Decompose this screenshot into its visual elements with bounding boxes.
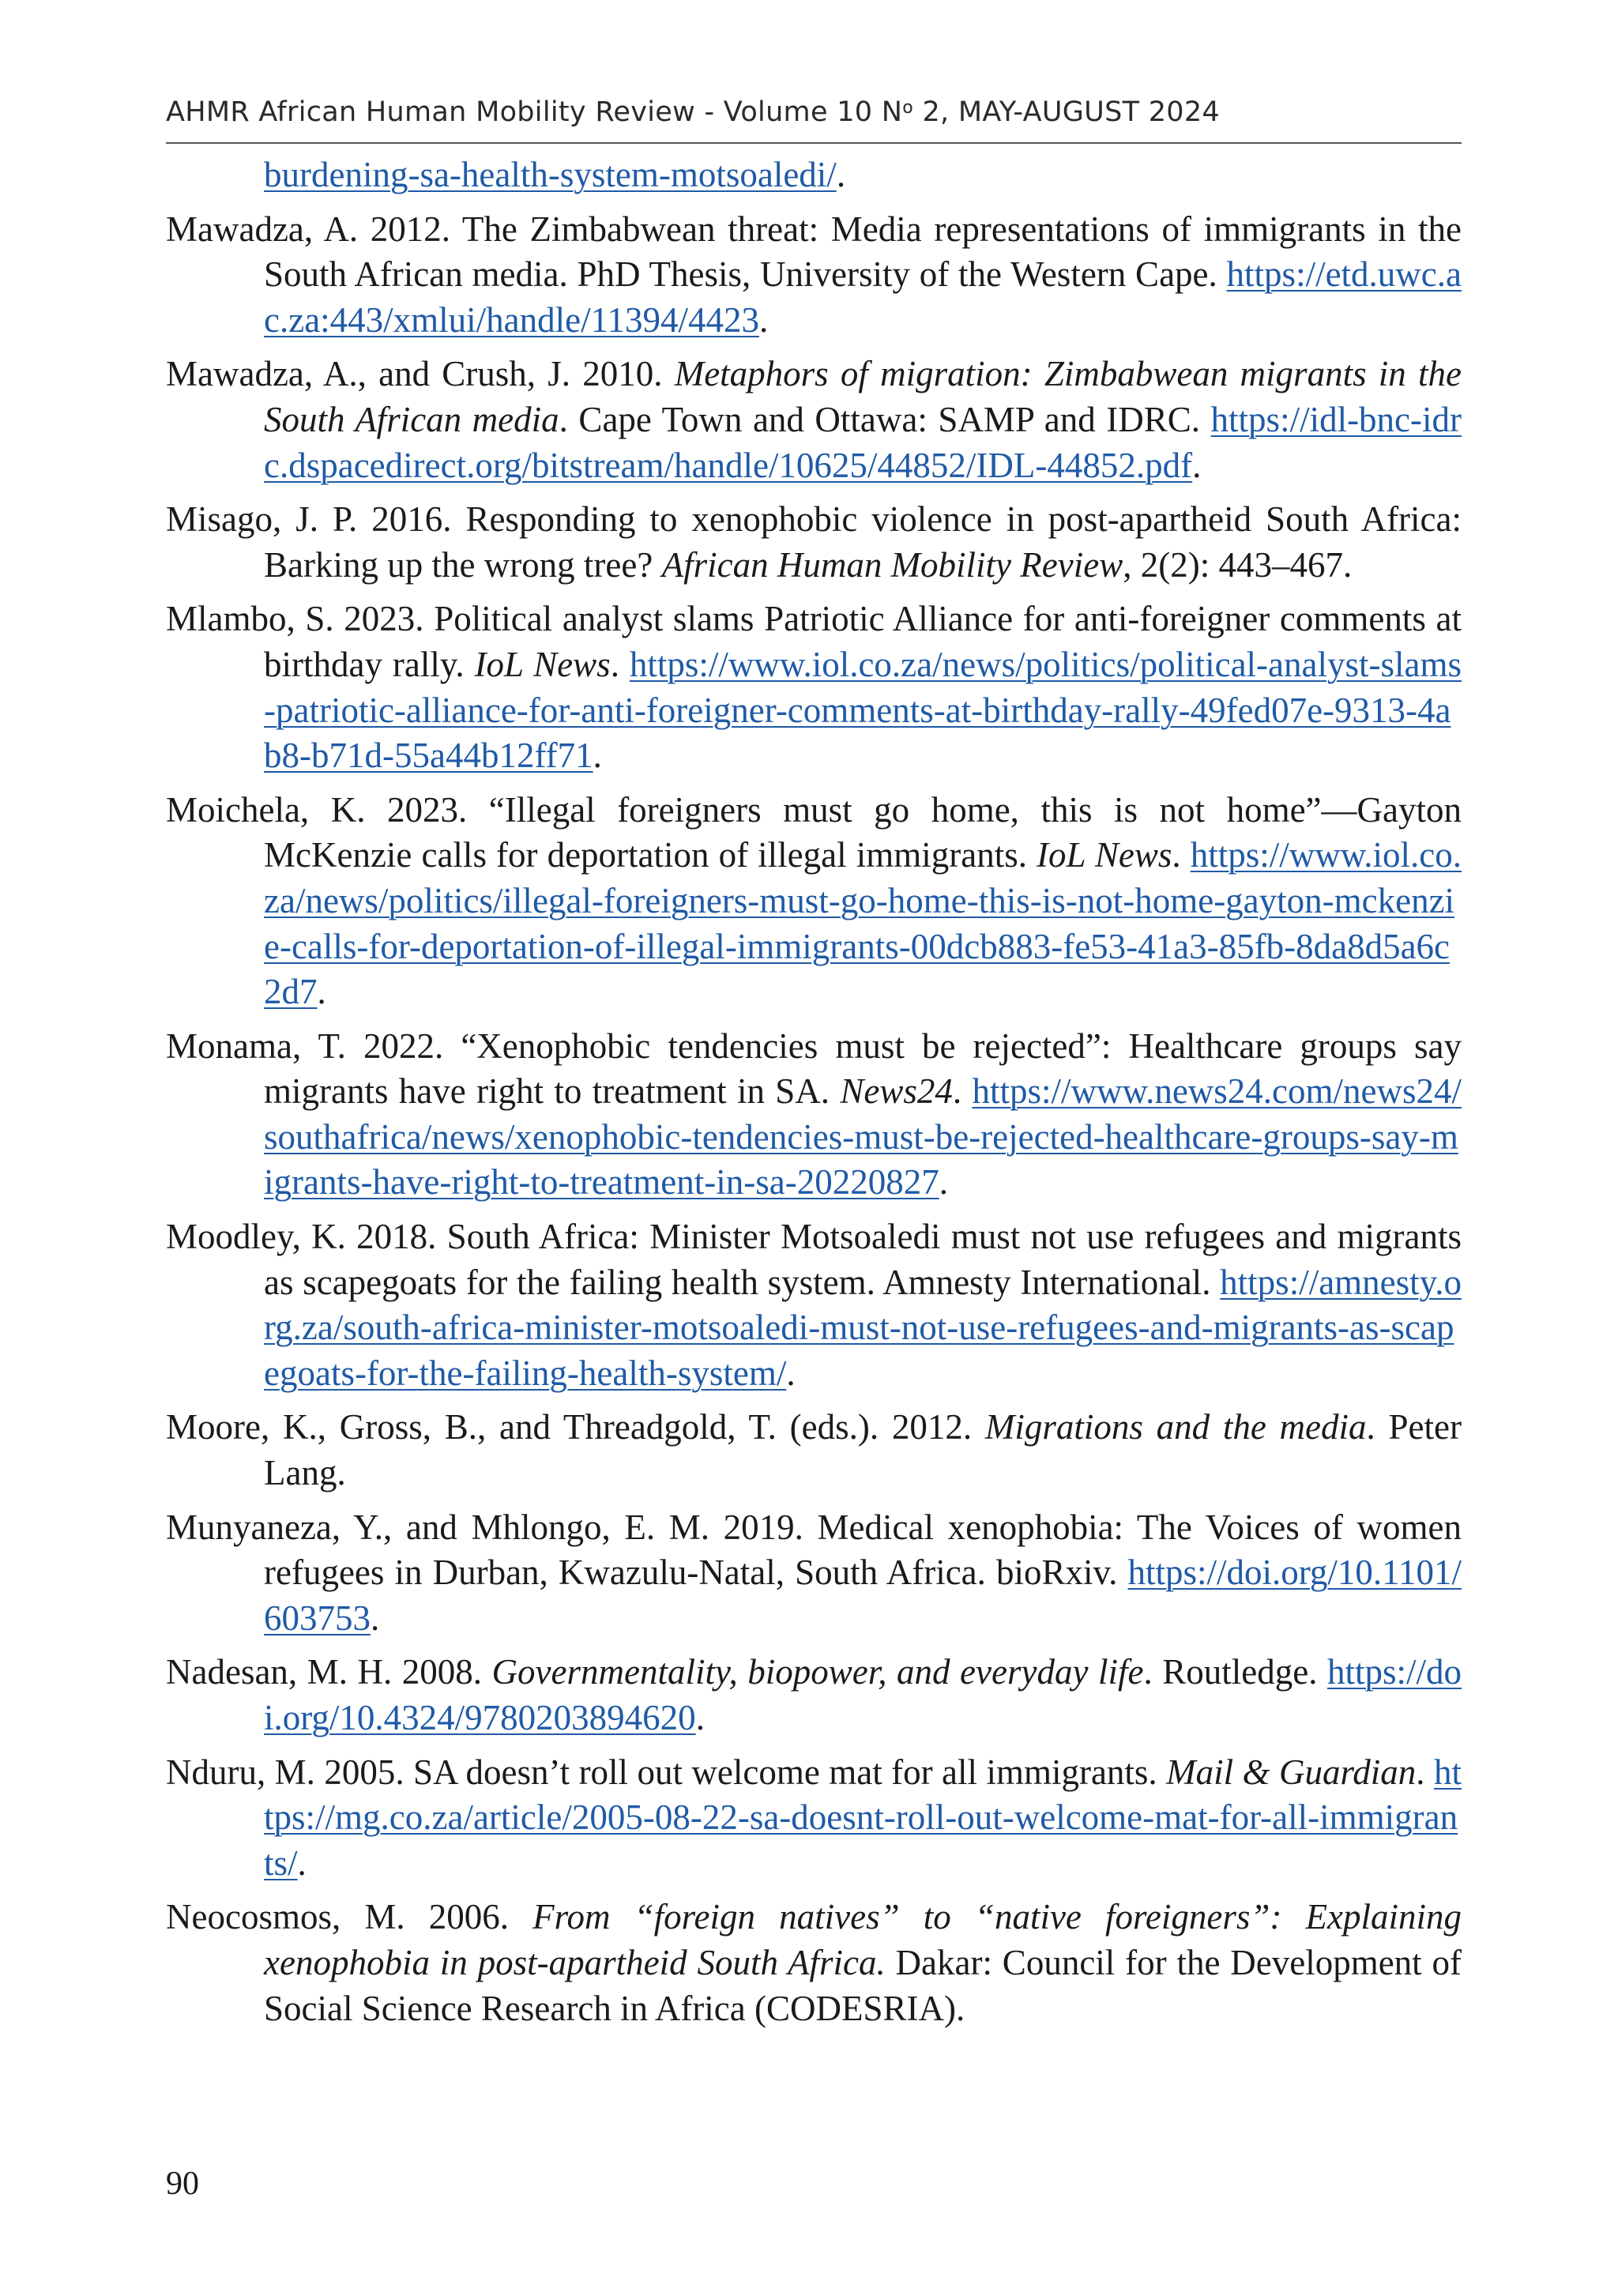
reference-link[interactable]: https://doi.org/10.4324/9780203894620 bbox=[264, 1652, 1462, 1737]
reference-link[interactable]: https://www.news24.com/news24/southafrica/news/xenophobic-tendencies-must-be-rejected-healthcare-groups-say-migrants-have-right-to-treatment-in-sa-20220827 bbox=[264, 1071, 1462, 1203]
reference-text: . Cape Town and Ottawa: SAMP and IDRC. bbox=[559, 399, 1211, 439]
reference-link[interactable]: https://mg.co.za/article/2005-08-22-sa-doesnt-roll-out-welcome-mat-for-all-immigrants/ bbox=[264, 1752, 1462, 1883]
reference-title: News24 bbox=[840, 1071, 953, 1112]
header-rule bbox=[166, 142, 1462, 144]
running-head-post: 2, MAY-AUGUST 2024 bbox=[913, 96, 1220, 128]
reference-text: Misago, J. P. 2016. Responding to xenophobic violence in post-apartheid South Africa: Barking up the wrong tree? bbox=[166, 499, 1462, 585]
reference-title: IoL News bbox=[1037, 835, 1172, 875]
reference-text: , 2(2): 443–467. bbox=[1123, 544, 1353, 585]
reference-mawadza-2012 bbox=[166, 207, 1462, 344]
reference-list bbox=[166, 152, 1462, 2040]
reference-link[interactable]: https://amnesty.org.za/south-africa-minister-motsoaledi-must-not-use-refugees-and-migrants-as-scapegoats-for-the-failing-health-system/ bbox=[264, 1262, 1462, 1393]
reference-link[interactable]: https://www.iol.co.za/news/politics/illegal-foreigners-must-go-home-this-is-not-home-gayton-mckenzie-calls-for-deportation-of-illegal-immigrants-00dcb883-fe53-41a3-85fb-8da8d5a6c2d7 bbox=[264, 835, 1462, 1012]
reference-moodley-2018 bbox=[166, 1214, 1462, 1396]
reference-link[interactable]: https://doi.org/10.1101/603753 bbox=[264, 1553, 1462, 1638]
reference-text: Neocosmos, M. 2006. bbox=[166, 1897, 533, 1937]
reference-title: From “foreign natives” to “native foreigners”: Explaining xenophobia in post-apartheid South Africa. bbox=[264, 1897, 1462, 1982]
reference-text: Monama, T. 2022. “Xenophobic tendencies must be rejected”: Healthcare groups say migrants have right to treatment in SA. bbox=[166, 1026, 1462, 1112]
reference-text: Mlambo, S. 2023. Political analyst slams Patriotic Alliance for anti-foreigner comments at birthday rally. bbox=[166, 599, 1462, 684]
reference-nduru-2005 bbox=[166, 1750, 1462, 1887]
reference-end: . bbox=[786, 1353, 796, 1393]
reference-continuation bbox=[166, 152, 1462, 198]
reference-text: Moore, K., Gross, B., and Threadgold, T. (eds.). 2012. bbox=[166, 1407, 985, 1447]
reference-neocosmos-2006 bbox=[166, 1895, 1462, 2031]
reference-nadesan-2008 bbox=[166, 1650, 1462, 1741]
reference-title: Governmentality, biopower, and everyday life bbox=[491, 1652, 1144, 1692]
reference-end: . bbox=[758, 299, 769, 340]
reference-link[interactable]: https://www.iol.co.za/news/politics/political-analyst-slams-patriotic-alliance-for-anti-foreigner-comments-at-birthday-rally-49fed07e-9313-4ab8-b71d-55a44b12ff71 bbox=[264, 644, 1462, 776]
reference-title: Mail & Guardian bbox=[1166, 1752, 1417, 1792]
running-head-sup: o bbox=[902, 98, 914, 118]
reference-title: IoL News bbox=[474, 644, 611, 684]
reference-text: . Routledge. bbox=[1143, 1652, 1327, 1692]
reference-text: . bbox=[1172, 835, 1191, 875]
page-number: 90 bbox=[166, 2166, 199, 2202]
reference-text: . bbox=[952, 1071, 973, 1112]
reference-text: . bbox=[610, 644, 630, 684]
reference-end: . bbox=[1192, 445, 1202, 485]
reference-link[interactable]: burdening-sa-health-system-motsoaledi/ bbox=[264, 155, 837, 194]
reference-text: Moichela, K. 2023. “Illegal foreigners must go home, this is not home”—Gayton McKenzie calls for deportation of illegal immigrants. bbox=[166, 789, 1462, 875]
reference-text: Munyaneza, Y., and Mhlongo, E. M. 2019. Medical xenophobia: The Voices of women refugees in Durban, Kwazulu-Natal, South Africa. bioRxiv. bbox=[166, 1507, 1462, 1593]
reference-end: . bbox=[317, 972, 326, 1012]
reference-text: Moodley, K. 2018. South Africa: Minister Motsoaledi must not use refugees and migrants as scapegoats for the failing health system. Amnesty International. bbox=[166, 1217, 1462, 1302]
reference-munyaneza-2019 bbox=[166, 1505, 1462, 1642]
reference-monama-2022 bbox=[166, 1024, 1462, 1206]
reference-end: . bbox=[297, 1842, 307, 1883]
running-head-pre: AHMR African Human Mobility Review - Volume 10 N bbox=[166, 96, 903, 128]
reference-title: Migrations and the media bbox=[984, 1407, 1367, 1447]
reference-text: Nadesan, M. H. 2008. bbox=[166, 1652, 492, 1692]
reference-text: . bbox=[1416, 1752, 1434, 1792]
running-head bbox=[166, 96, 1462, 128]
reference-moichela-2023 bbox=[166, 788, 1462, 1015]
reference-end: . bbox=[836, 155, 846, 194]
reference-text: Dakar: Council for the Development of Social Science Research in Africa (CODESRIA). bbox=[264, 1942, 1462, 2028]
reference-end: . bbox=[939, 1162, 948, 1203]
reference-mawadza-crush-2010 bbox=[166, 352, 1462, 488]
reference-text: . Peter Lang. bbox=[264, 1407, 1462, 1493]
reference-end: . bbox=[371, 1598, 380, 1638]
reference-end: . bbox=[593, 736, 602, 776]
reference-end: . bbox=[695, 1698, 705, 1737]
reference-link[interactable]: https://etd.uwc.ac.za:443/xmlui/handle/11394/4423 bbox=[264, 254, 1462, 340]
reference-misago-2016 bbox=[166, 497, 1462, 588]
reference-text: Mawadza, A., and Crush, J. 2010. bbox=[166, 354, 675, 394]
reference-link[interactable]: https://idl-bnc-idrc.dspacedirect.org/bitstream/handle/10625/44852/IDL-44852.pdf bbox=[264, 399, 1462, 485]
reference-title: African Human Mobility Review bbox=[661, 544, 1123, 585]
reference-title: Metaphors of migration: Zimbabwean migrants in the South African media bbox=[264, 354, 1462, 439]
reference-mlambo-2023 bbox=[166, 597, 1462, 778]
reference-text: Nduru, M. 2005. SA doesn’t roll out welcome mat for all immigrants. bbox=[166, 1752, 1167, 1792]
reference-moore-2012 bbox=[166, 1405, 1462, 1496]
reference-text: Mawadza, A. 2012. The Zimbabwean threat: Media representations of immigrants in the South African media. PhD Thesis, University of the Western Cape. bbox=[166, 209, 1462, 295]
